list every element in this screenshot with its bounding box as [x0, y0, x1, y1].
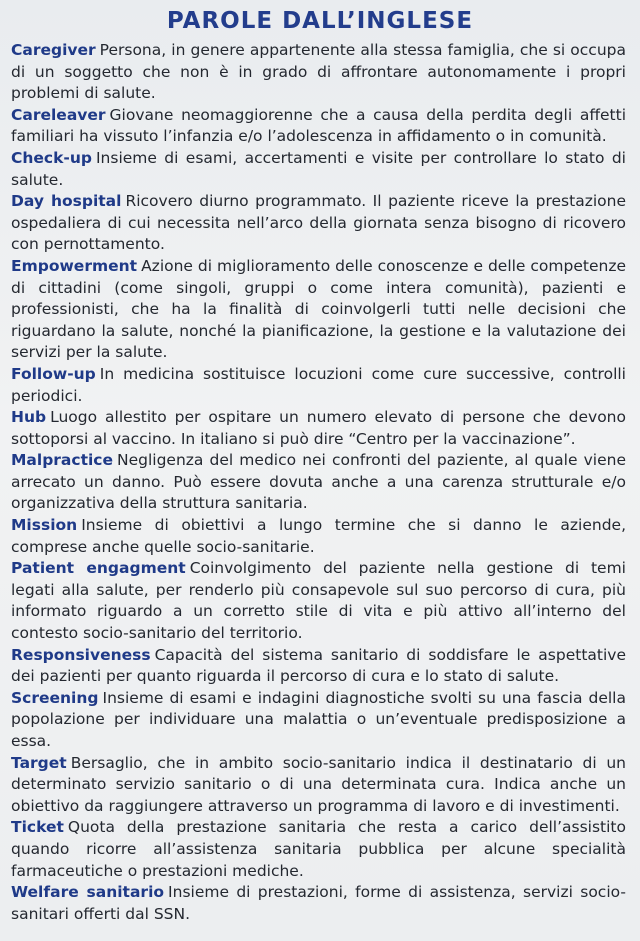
glossary-list	[11, 40, 626, 925]
glossary-entry-hub	[11, 407, 626, 450]
glossary-entry-follow-up	[11, 364, 626, 407]
glossary-definition: Quota della prestazione sanitaria che resta a carico dell’assistito quando ricorre all’assistenza sanitaria pubblica per alcune specialità farmaceutiche o prestazioni mediche.	[11, 818, 626, 880]
glossary-entry-empowerment	[11, 256, 626, 364]
glossary-definition: Bersaglio, che in ambito socio-sanitario indica il destinatario di un determinato servizio sanitario o di una determinata cura. Indica anche un obiettivo da raggiungere attraverso un programma di lavoro e di investimenti.	[11, 753, 626, 815]
glossary-definition: Insieme di prestazioni, forme di assistenza, servizi socio-sanitari offerti dal SSN.	[11, 883, 626, 923]
glossary-term: Hub	[11, 408, 47, 427]
glossary-entry-malpractice	[11, 450, 626, 515]
glossary-entry-target	[11, 753, 626, 818]
glossary-definition: Luogo allestito per ospitare un numero elevato di persone che devono sottoporsi al vaccino. In italiano si può dire “Centro per la vaccinazione”.	[11, 408, 626, 448]
glossary-term: Malpractice	[11, 451, 114, 470]
glossary-entry-screening	[11, 688, 626, 753]
glossary-definition: Insieme di obiettivi a lungo termine che si danno le aziende, comprese anche quelle socio-sanitarie.	[11, 516, 626, 556]
glossary-term: Empowerment	[11, 256, 138, 275]
glossary-term: Check-up	[11, 148, 92, 167]
glossary-definition: Ricovero diurno programmato. Il paziente riceve la prestazione ospedaliera di cui necessita nell’arco della giornata senza bisogno di ricovero con pernottamento.	[11, 192, 626, 254]
glossary-term: Day hospital	[11, 192, 122, 211]
glossary-definition: Azione di miglioramento delle conoscenze e delle competenze di cittadini (come singoli, gruppi o come intera comunità), pazienti e professionisti, che ha la finalità di coinvolgerli tutti nelle decisioni che riguardano la salute, nonché la pianificazione, la gestione e la valutazione dei servizi per la salute.	[11, 256, 626, 362]
page-title: PAROLE DALL’INGLESE	[166, 8, 474, 34]
glossary-entry-patient-engagment	[11, 558, 626, 644]
glossary-term: Target	[11, 753, 67, 772]
glossary-entry-responsiveness	[11, 645, 626, 688]
glossary-entry-day-hospital	[11, 191, 626, 256]
glossary-term: Follow-up	[11, 364, 96, 383]
glossary-definition: Negligenza del medico nei confronti del paziente, al quale viene arrecato un danno. Può essere dovuta anche a una carenza strutturale e/o organizzativa della struttura sanitaria.	[11, 451, 626, 513]
glossary-entry-caregiver	[11, 40, 626, 105]
glossary-entry-welfare-sanitario	[11, 882, 626, 925]
glossary-definition: Persona, in genere appartenente alla stessa famiglia, che si occupa di un soggetto che non è in grado di affrontare autonomamente i propri problemi di salute.	[11, 41, 626, 103]
glossary-entry-careleaver	[11, 105, 626, 148]
glossary-term: Welfare sanitario	[11, 883, 165, 902]
glossary-entry-check-up	[11, 148, 626, 191]
glossary-term: Responsiveness	[11, 645, 151, 664]
glossary-definition: Coinvolgimento del paziente nella gestione di temi legati alla salute, per renderlo più consapevole sul suo percorso di cura, più informato riguardo a un corretto stile di vita e più attivo all’interno del contesto socio-sanitario del territorio.	[11, 559, 626, 643]
glossary-term: Patient engagment	[11, 559, 186, 578]
glossary-definition: In medicina sostituisce locuzioni come cure successive, controlli periodici.	[11, 364, 626, 405]
glossary-definition: Giovane neomaggiorenne che a causa della perdita degli affetti familiari ha vissuto l’infanzia e/o l’adolescenza in affidamento o in comunità.	[11, 105, 626, 146]
glossary-definition: Capacità del sistema sanitario di soddisfare le aspettative dei pazienti per quanto riguarda il percorso di cura e lo stato di salute.	[11, 645, 626, 686]
glossary-term: Mission	[11, 516, 78, 535]
glossary-term: Caregiver	[11, 41, 96, 59]
glossary-term: Screening	[11, 688, 99, 707]
glossary-definition: Insieme di esami, accertamenti e visite per controllare lo stato di salute.	[11, 148, 626, 189]
glossary-entry-ticket	[11, 817, 626, 882]
glossary-term: Ticket	[11, 818, 64, 837]
glossary-entry-mission	[11, 515, 626, 558]
glossary-definition: Insieme di esami e indagini diagnostiche svolti su una fascia della popolazione per individuare una malattia o un’eventuale predisposizione a essa.	[11, 688, 626, 750]
glossary-term: Careleaver	[11, 105, 106, 124]
